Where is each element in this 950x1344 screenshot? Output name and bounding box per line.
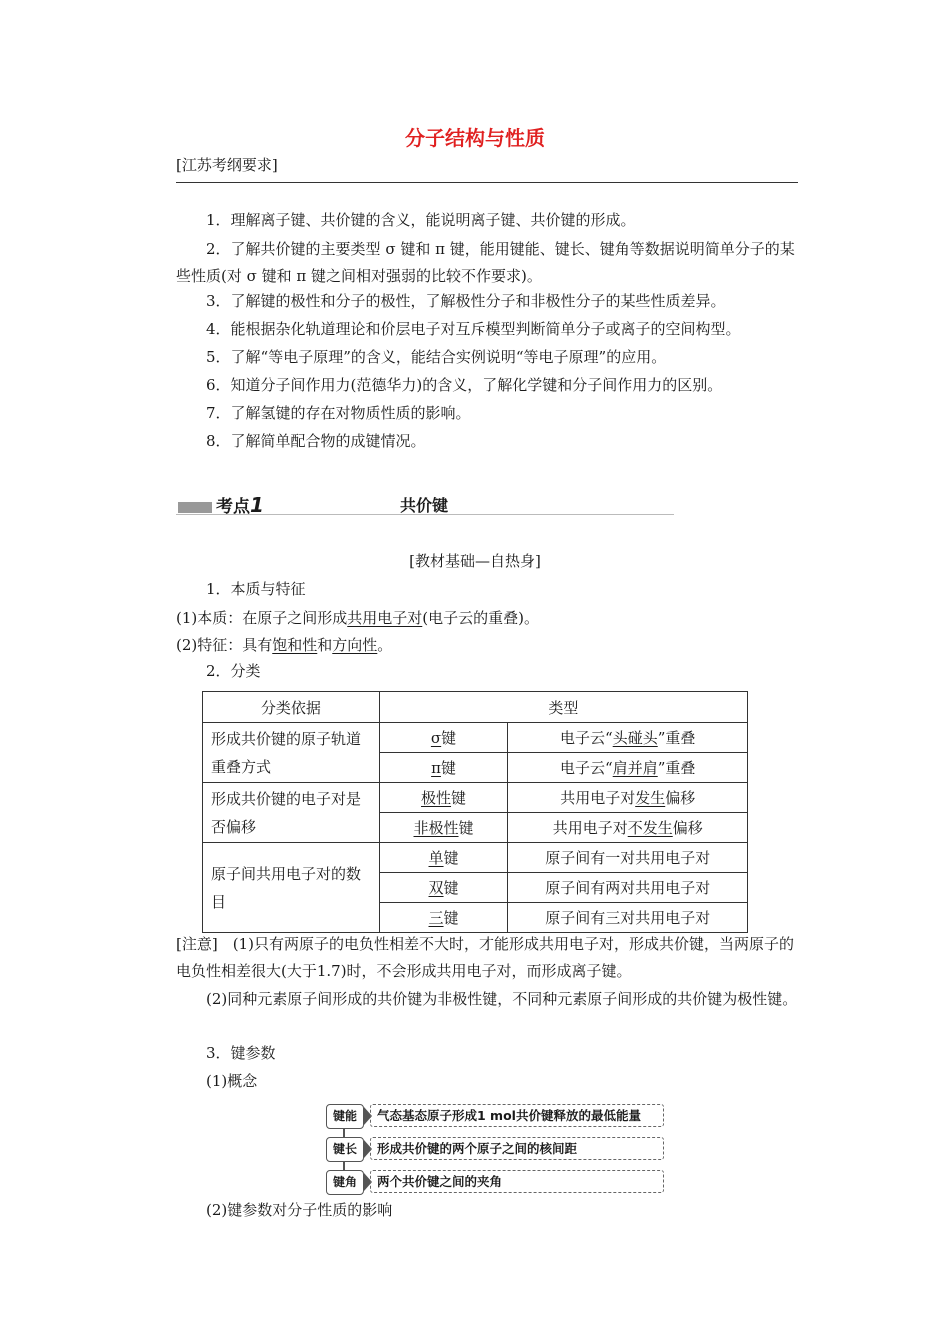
basis-cell: 形成共价键的原子轨道重叠方式 (203, 723, 380, 783)
param-key: 键角 (326, 1170, 364, 1195)
requirement-2: 2．了解共价键的主要类型 σ 键和 π 键，能用键能、键长、键角等数据说明简单分子的某些性质(对 σ 键和 π 键之间相对强弱的比较不作要求)。 (176, 240, 795, 285)
basis-cell: 形成共价键的电子对是否偏移 (203, 783, 380, 843)
desc-cell: 原子间有三对共用电子对 (508, 903, 748, 933)
table-row (203, 723, 748, 753)
note-paragraph-2: (2)同种元素原子间形成的共价键为非极性键，不同种元素原子间形成的共价键为极性键。 (206, 990, 798, 1008)
essence-line: (1)本质：在原子之间形成共用电子对(电子云的重叠)。 (176, 609, 539, 627)
param-key: 键长 (326, 1137, 364, 1162)
param-desc: 两个共价键之间的夹角 (370, 1170, 664, 1193)
basis-cell: 原子间共用电子对的数目 (203, 843, 380, 933)
requirement-7: 7．了解氢键的存在对物质性质的影响。 (206, 404, 471, 422)
param-bond-length (326, 1137, 660, 1162)
param-bond-energy (326, 1104, 660, 1129)
table-row (203, 843, 748, 873)
divider-line (176, 182, 798, 183)
kaodian-bar (178, 502, 212, 513)
desc-cell: 电子云“肩并肩”重叠 (508, 753, 748, 783)
type-cell: σ键 (379, 723, 508, 753)
requirement-3: 3．了解键的极性和分子的极性，了解极性分子和非极性分子的某些性质差异。 (206, 292, 726, 310)
desc-cell: 共用电子对不发生偏移 (508, 813, 748, 843)
type-cell: π键 (379, 753, 508, 783)
desc-cell: 原子间有两对共用电子对 (508, 873, 748, 903)
params-heading: 3．键参数 (206, 1044, 276, 1062)
kaodian-underline (176, 514, 674, 515)
desc-cell: 共用电子对发生偏移 (508, 783, 748, 813)
desc-cell: 原子间有一对共用电子对 (508, 843, 748, 873)
desc-cell: 电子云“头碰头”重叠 (508, 723, 748, 753)
col-basis: 分类依据 (203, 692, 380, 723)
param-desc: 气态基态原子形成1 mol共价键释放的最低能量 (370, 1104, 664, 1127)
table-header-row (203, 692, 748, 723)
nature-heading: 1．本质与特征 (206, 580, 306, 598)
type-cell: 非极性键 (379, 813, 508, 843)
type-cell: 双键 (379, 873, 508, 903)
note-paragraph-1: [注意] (1)只有两原子的电负性相差不大时，才能形成共用电子对，形成共价键，当两原子的电负性相差很大(大于1.7)时，不会形成共用电子对，而形成离子键。 (176, 935, 794, 980)
syllabus-label: [江苏考纲要求] (176, 156, 278, 174)
param-desc: 形成共价键的两个原子之间的核间距 (370, 1137, 664, 1160)
table-row (203, 783, 748, 813)
requirement-1: 1．理解离子键、共价键的含义，能说明离子键、共价键的形成。 (206, 211, 636, 229)
page-title: 分子结构与性质 (405, 126, 545, 150)
type-cell: 极性键 (379, 783, 508, 813)
type-cell: 单键 (379, 843, 508, 873)
param-key: 键能 (326, 1104, 364, 1129)
classification-table (202, 691, 748, 933)
requirement-5: 5．了解“等电子原理”的含义，能结合实例说明“等电子原理”的应用。 (206, 348, 667, 366)
kaodian-topic: 共价键 (400, 496, 449, 515)
classification-heading: 2．分类 (206, 662, 261, 680)
params-influence: (2)键参数对分子性质的影响 (206, 1201, 393, 1219)
kaodian-label: 考点1 (216, 493, 264, 517)
requirement-8: 8．了解简单配合物的成键情况。 (206, 432, 426, 450)
feature-line: (2)特征：具有饱和性和方向性。 (176, 636, 393, 654)
section-label: [教材基础—自热身] (409, 552, 541, 570)
col-type: 类型 (379, 692, 747, 723)
type-cell: 三键 (379, 903, 508, 933)
requirement-6: 6．知道分子间作用力(范德华力)的含义，了解化学键和分子间作用力的区别。 (206, 376, 723, 394)
params-concept: (1)概念 (206, 1072, 258, 1090)
requirement-4: 4．能根据杂化轨道理论和价层电子对互斥模型判断简单分子或离子的空间构型。 (206, 320, 741, 338)
param-bond-angle (326, 1170, 660, 1195)
